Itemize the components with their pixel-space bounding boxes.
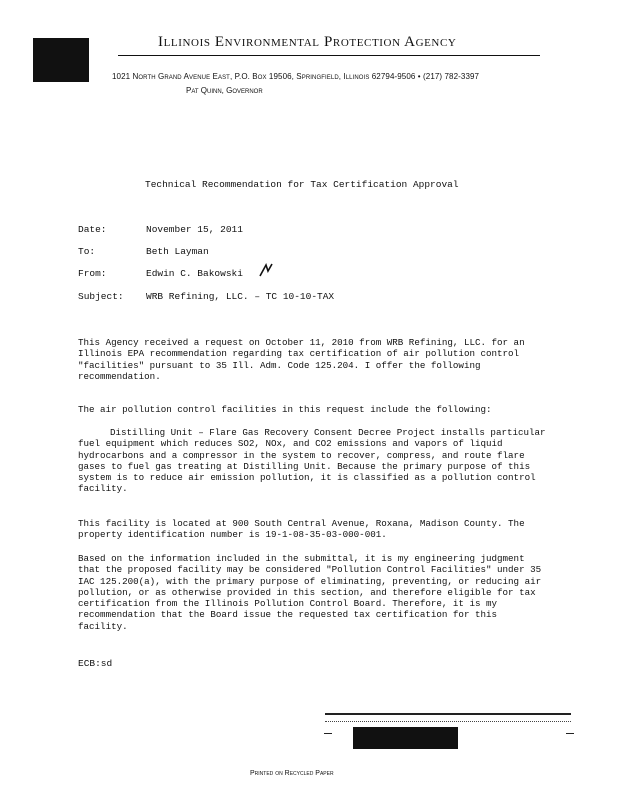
memo-from-row <box>78 268 243 279</box>
dash-mark <box>324 733 332 734</box>
memo-value: November 15, 2011 <box>146 224 243 235</box>
memo-label: From: <box>78 268 107 279</box>
agency-address: 1021 North Grand Avenue East, P.O. Box 19506, Springfield, Illinois 62794-9506 • (217) 782-3397 <box>112 72 480 81</box>
signature-mark <box>258 262 274 282</box>
intro-paragraph: This Agency received a request on October 11, 2010 from WRB Refining, LLC. for an Illinois EPA recommendation regarding tax certification of air pollution control "facilities" pursuant to 35 Ill. Adm. Code 125.204. I offer the following recommendation. <box>78 337 525 382</box>
dash-mark <box>566 733 574 734</box>
facilities-intro: The air pollution control facilities in this request include the following: <box>78 404 492 415</box>
author-initials: ECB:sd <box>78 658 113 669</box>
facility-description: Distilling Unit – Flare Gas Recovery Consent Decree Project installs particular fuel equipment which reduces SO2, NOx, and CO2 emissions and vapors of liquid hydrocarbons and a compressor in the system to recover, compress, and route flare gases to fuel gas treating at Distilling Unit. Because the primary purpose of this system is to reduce air emission pollution, it is classified as a pollution control facility. <box>78 427 546 495</box>
letterhead-rule <box>118 55 540 56</box>
memo-value: WRB Refining, LLC. – TC 10-10-TAX <box>146 291 335 302</box>
memo-date-row <box>78 224 243 235</box>
location-paragraph: This facility is located at 900 South Central Avenue, Roxana, Madison County. The property identification number is 19-1-08-35-03-000-001. <box>78 518 525 541</box>
recommendation-paragraph: Based on the information included in the submittal, it is my engineering judgment that the proposed facility may be considered "Pollution Control Facilities" under 35 IAC 125.200(a), with the primary purpose of eliminating, preventing, or reducing air pollution, or as otherwise provided in this section, and therefore eligible for tax certification from the Illinois Pollution Control Board. Therefore, it is my recommendation that the Board issue the requested tax certification for this facility. <box>78 553 542 632</box>
memo-value: Beth Layman <box>146 246 209 257</box>
redaction-box <box>353 727 458 749</box>
memo-label: Subject: <box>78 291 124 302</box>
memo-label: To: <box>78 246 96 257</box>
document-title: Technical Recommendation for Tax Certification Approval <box>145 179 459 190</box>
agency-name: Illinois Environmental Protection Agency <box>158 34 457 50</box>
memo-subject-row <box>78 291 334 302</box>
memo-to-row <box>78 246 209 257</box>
governor-line: Pat Quinn, Governor <box>186 86 263 95</box>
redacted-line <box>325 713 571 722</box>
recycled-paper-note: Printed on Recycled Paper <box>250 770 334 777</box>
agency-logo <box>33 38 89 82</box>
memo-label: Date: <box>78 224 107 235</box>
memo-value: Edwin C. Bakowski <box>146 268 243 279</box>
